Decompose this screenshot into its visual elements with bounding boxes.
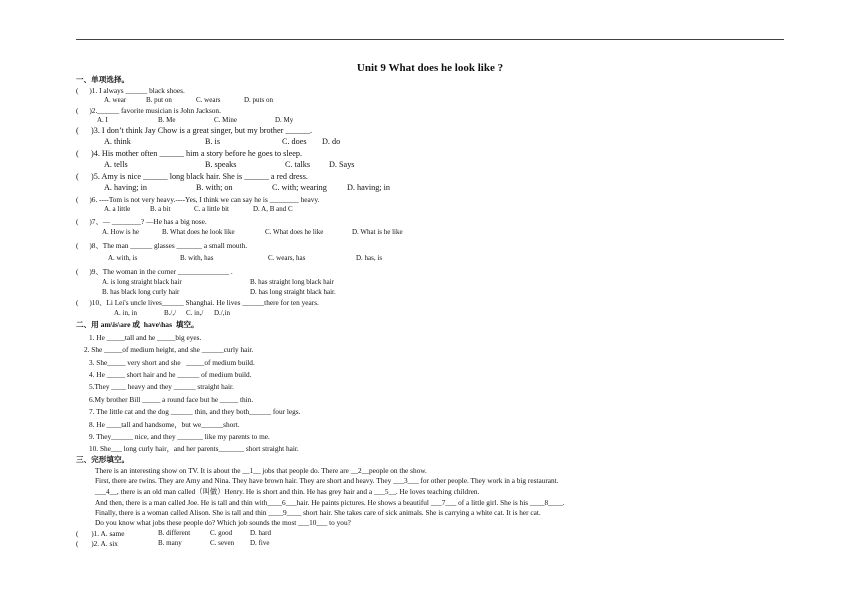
fill-item-3: 3. She_____ very short and she _____of medium build. (89, 358, 255, 367)
q6-option-b: B. a bit (150, 205, 171, 213)
q4-option-c: C. talks (285, 160, 311, 169)
q1-option-c: C. wears (196, 96, 221, 104)
q7-option-b: B. What does he look like (162, 228, 235, 236)
q3-option-c: C. does (282, 137, 307, 146)
fill-item-8: 8. He ____tall and handsome，but we______short. (89, 420, 240, 429)
section1-heading: 一、单项选择。 (76, 75, 130, 84)
q7-option-d: D. What is he like (352, 228, 403, 236)
q5-stem: ( )5. Amy is nice ______ long black hair. She is ______ a red dress. (76, 172, 308, 181)
q10-option-a: A. in, in (114, 309, 137, 317)
q3-stem: ( )3. I don’t think Jay Chow is a great singer, but my brother ______. (76, 126, 313, 135)
q4-option-a: A. tells (104, 160, 128, 169)
fill-item-9: 9. They______ nice, and they _______ like my parents to me. (89, 432, 270, 441)
q1-option-a: A. wear (104, 96, 127, 104)
q6-stem: ( )6. ----Tom is not very heavy.----Yes, I think we can say he is ________ heavy. (76, 195, 320, 204)
q1-stem: ( )1. I always ______ black shoes. (76, 86, 185, 95)
q4-stem: ( )4. His mother often ______ him a story before he goes to sleep. (76, 149, 303, 158)
q4-option-b: B. speaks (205, 160, 237, 169)
q6-option-d: D. A, B and C (253, 205, 293, 213)
section3-heading: 三、完形填空。 (76, 455, 130, 464)
cloze-q1-option-d: D. hard (250, 529, 271, 537)
q8-option-d: D. has, is (356, 254, 383, 262)
q3-option-d: D. do (322, 137, 341, 146)
cloze-paragraph-1: There is an interesting show on TV. It is about the __1__ jobs that people do. There are __2__people on the show. (95, 466, 427, 475)
q2-stem: ( )2.______ favorite musician is John Jackson. (76, 106, 221, 115)
q2-option-b: B. Me (158, 116, 176, 124)
fill-item-4: 4. He _____ short hair and he ______ of medium build. (89, 370, 252, 379)
q9-stem: ( )9、The woman in the corner ______________ . (76, 267, 233, 276)
q7-option-c: C. What does he like (265, 228, 324, 236)
q9-option-a: A. is long straight black hair (102, 278, 182, 286)
q2-option-d: D. My (275, 116, 294, 124)
cloze-paragraph-2: First, there are twins. They are Amy and Nina. They have brown hair. They are short and heavy. They ___3___ for other people. They work in a big restaurant. (95, 476, 559, 485)
fill-item-7: 7. The little cat and the dog ______ thin, and they both______ four legs. (89, 407, 301, 416)
q9-option-c: B. has black long curly hair (102, 288, 180, 296)
cloze-q1-option-b: B. different (158, 529, 191, 537)
cloze-q2-option-c: C. seven (210, 539, 235, 547)
cloze-paragraph-3: ___4__, there is an old man called（叫做）Henry. He is short and thin. He has grey hair and a ___5__. He loves teaching children. (95, 487, 480, 496)
cloze-q2-option-b: B. many (158, 539, 182, 547)
q10-option-c: C. in,/ (186, 309, 204, 317)
q1-option-b: B. put on (146, 96, 172, 104)
q4-option-d: D. Says (329, 160, 355, 169)
cloze-q1-stem: ( )1. A. same (76, 529, 125, 538)
q2-option-c: C. Mine (214, 116, 237, 124)
q7-option-a: A. How is he (102, 228, 139, 236)
q3-option-a: A. think (104, 137, 131, 146)
q5-option-c: C. with; wearing (272, 183, 327, 192)
cloze-paragraph-5: Finally, there is a woman called Alison. She is tall and thin ____9____ short hair. She takes care of sick animals. She is carrying a white cat. It is her cat. (95, 508, 541, 517)
q5-option-d: D. having; in (347, 183, 390, 192)
q10-option-d: D./,in (214, 309, 230, 317)
section2-heading: 二、用 am\is\are 或 have\has 填空。 (76, 320, 199, 329)
q5-option-a: A. having; in (104, 183, 147, 192)
cloze-q2-stem: ( )2. A. six (76, 539, 118, 548)
q7-stem: ( )7、— ________? —He has a big nose. (76, 217, 207, 226)
q3-option-b: B. is (205, 137, 221, 146)
cloze-paragraph-4: And then, there is a man called Joe. He is tall and thin with____6___hair. He paints pictures. He shows a beautiful ___7___ of a little girl. She is his ____8____. (95, 498, 565, 507)
q9-option-b: B. has straight long black hair (250, 278, 334, 286)
q6-option-a: A. a little (104, 205, 131, 213)
header-rule (76, 39, 784, 40)
fill-item-2: 2. She _____of medium height, and she ______curly hair. (84, 345, 254, 354)
cloze-q1-option-c: C. good (210, 529, 233, 537)
q2-option-a: A. I (97, 116, 108, 124)
q10-stem: ( )10、Li Lei's uncle lives______ Shanghai. He lives ______there for ten years. (76, 298, 319, 307)
q8-option-a: A. with, is (108, 254, 138, 262)
fill-item-5: 5.They ____ heavy and they ______ straight hair. (89, 382, 234, 391)
fill-item-1: 1. He _____tall and he _____big eyes. (89, 333, 202, 342)
q6-option-c: C. a little bit (194, 205, 229, 213)
q1-option-d: D. puts on (244, 96, 273, 104)
q5-option-b: B. with; on (196, 183, 233, 192)
cloze-paragraph-6: Do you know what jobs these people do? Which job sounds the most ___10___ to you? (95, 518, 351, 527)
page-title: Unit 9 What does he look like ? (356, 62, 504, 74)
fill-item-6: 6.My brother Bill _____ a round face but he _____ thin. (89, 395, 254, 404)
cloze-q2-option-d: D. five (250, 539, 270, 547)
q8-stem: ( )8、The man ______ glasses _______ a small mouth. (76, 241, 248, 250)
fill-item-10: 10. She___ long curly hair，and her parents_______ short straight hair. (89, 444, 299, 453)
q9-option-d: D. has long straight black hair. (250, 288, 336, 296)
q8-option-b: B. with, has (180, 254, 214, 262)
q10-option-b: B./,/ (164, 309, 177, 317)
q8-option-c: C. wears, has (268, 254, 306, 262)
